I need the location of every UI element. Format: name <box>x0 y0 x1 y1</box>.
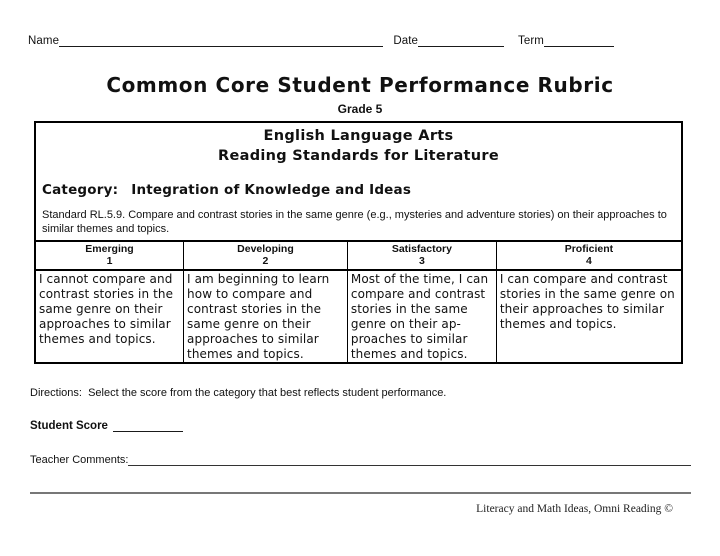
date-blank-line <box>418 34 504 47</box>
student-score-label: Student Score <box>30 420 108 432</box>
level-desc-developing: I am beginning to learn how to compare and contrast stories in the same genre on their approaches to similar themes and topics. <box>183 271 347 362</box>
level-score: 3 <box>418 255 425 267</box>
category-label: Category: <box>42 182 119 198</box>
grade-subtitle: Grade 5 <box>337 102 383 116</box>
level-desc-row <box>36 269 681 362</box>
rubric-subject: English Language Arts <box>263 128 454 144</box>
name-blank-line <box>59 34 383 47</box>
date-label: Date <box>393 35 419 47</box>
student-score-row <box>30 419 183 432</box>
term-label: Term <box>518 35 544 47</box>
page-title: Common Core Student Performance Rubric <box>106 73 614 97</box>
comments-line-2 <box>30 481 691 494</box>
level-score: 1 <box>106 255 113 267</box>
level-header-proficient <box>496 242 681 269</box>
category-row <box>42 182 675 198</box>
level-header-emerging <box>36 242 183 269</box>
level-header-developing <box>183 242 347 269</box>
rubric-table <box>34 121 683 364</box>
directions-text: Directions: Select the score from the category that best reflects student performance. <box>30 387 447 399</box>
rubric-strand: Reading Standards for Literature <box>218 148 499 164</box>
credit-text: Literacy and Math Ideas, Omni Reading © <box>476 503 673 515</box>
standard-text: Standard RL.5.9. Compare and contrast stories in the same genre (e.g., mysteries and adventure stories) on their approaches to similar themes and topics. <box>42 209 667 235</box>
level-desc-proficient: I can compare and contrast stories in the same genre on their approaches to similar themes and topics. <box>496 271 681 362</box>
rubric-table-header-block <box>36 123 681 240</box>
teacher-comments-row <box>30 453 691 466</box>
teacher-comments-label: Teacher Comments: <box>30 454 129 466</box>
level-header-row <box>36 240 681 269</box>
name-label: Name <box>28 35 60 47</box>
level-header-satisfactory <box>347 242 496 269</box>
level-score: 2 <box>262 255 269 267</box>
level-desc-satisfactory: Most of the time, I can compare and contrast stories in the same genre on their ap-proaches to similar themes and topics. <box>347 271 496 362</box>
level-name: Developing <box>237 243 294 255</box>
level-desc-emerging: I cannot compare and contrast stories in the same genre on their approaches to similar themes and topics. <box>39 272 174 346</box>
level-name: Proficient <box>564 243 614 255</box>
level-name: Satisfactory <box>391 243 452 255</box>
student-score-line <box>113 419 183 432</box>
level-score: 4 <box>585 255 592 267</box>
level-name: Emerging <box>85 243 134 255</box>
category-value: Integration of Knowledge and Ideas <box>131 182 412 198</box>
header-field-row <box>28 34 614 47</box>
teacher-comments-line <box>128 453 691 466</box>
term-blank-line <box>544 34 614 47</box>
